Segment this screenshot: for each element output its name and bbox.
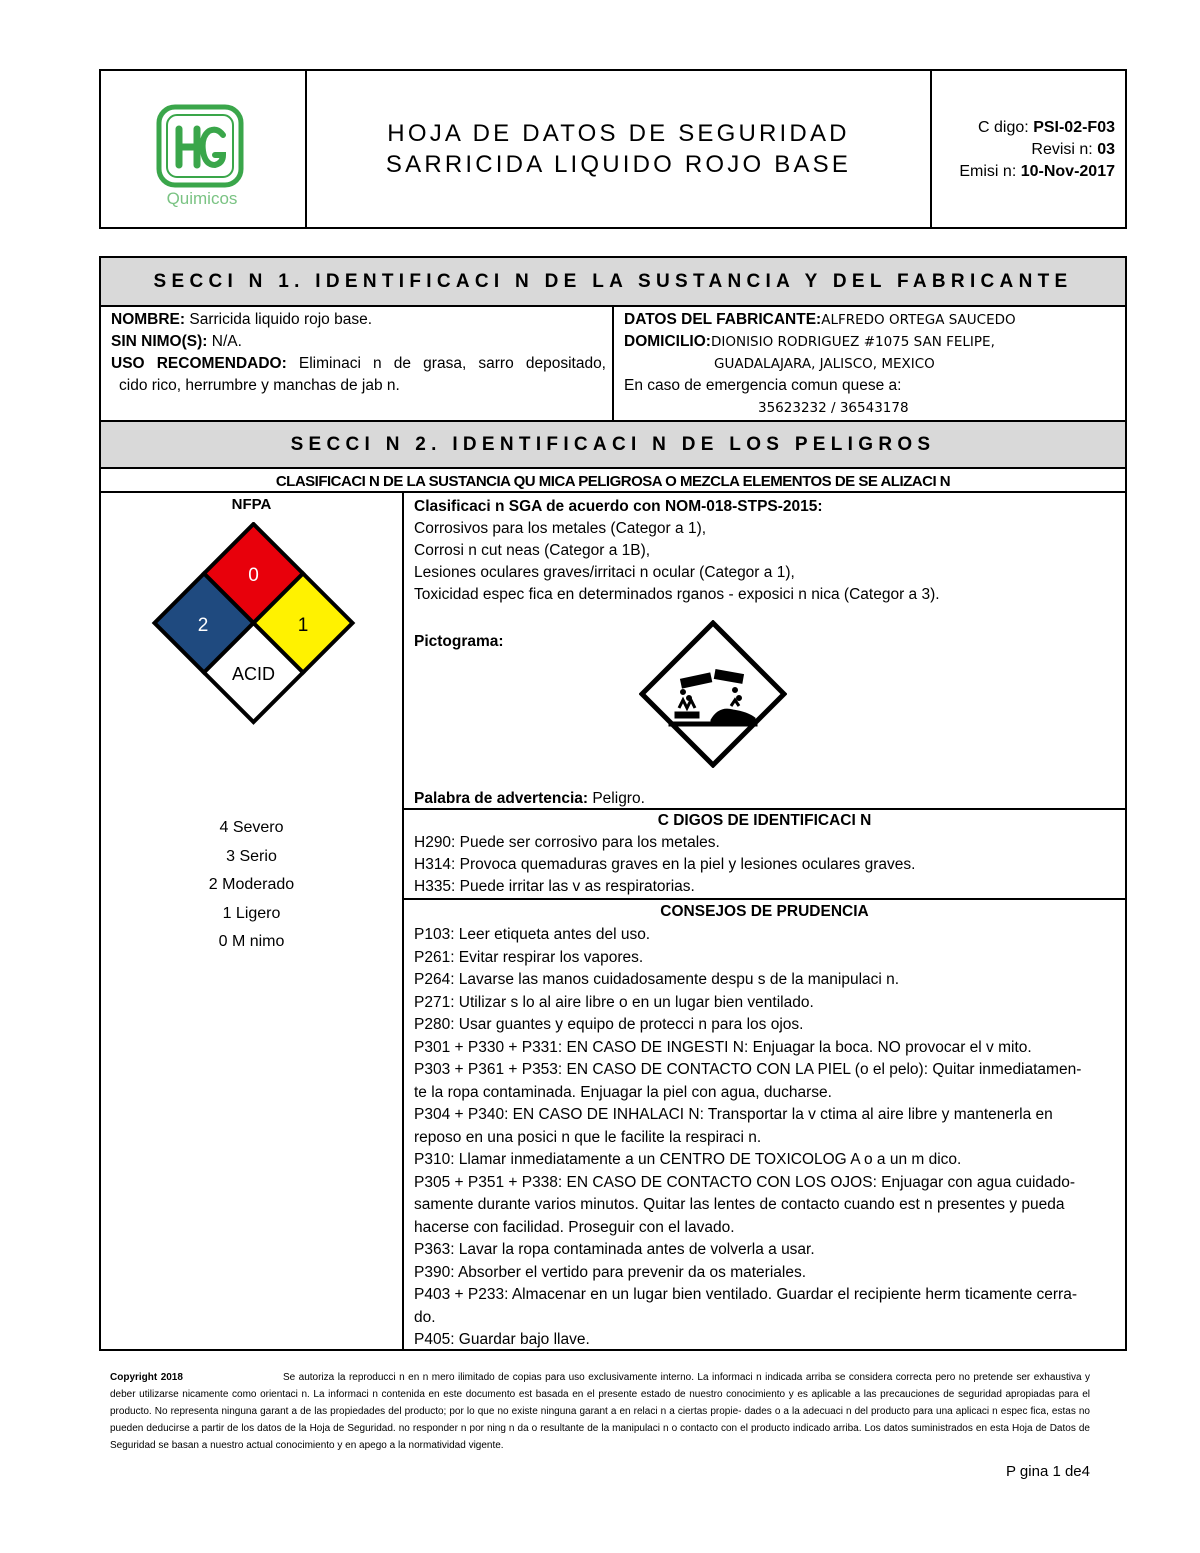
- classification-subheading: CLASIFICACI N DE LA SUSTANCIA QU MICA PELIGROSA O MEZCLA ELEMENTOS DE SE ALIZACI N: [275, 473, 951, 490]
- company-logo: [101, 71, 303, 227]
- legend-item: 2 Moderado: [208, 876, 295, 893]
- flammability-value: 0: [248, 565, 259, 586]
- precaution-line: P403 + P233: Almacenar en un lugar bien ventilado. Guardar el recipiente herm ticamente cerra-: [414, 1286, 1078, 1303]
- document-meta: [932, 71, 1125, 227]
- emergencia-row: En caso de emergencia comun quese a:: [624, 377, 902, 394]
- precaution-line: P103: Leer etiqueta antes del uso.: [414, 926, 651, 943]
- precaution-line: P405: Guardar bajo llave.: [414, 1331, 590, 1348]
- precaution-line: P310: Llamar inmediatamente a un CENTRO DE TOXICOLOG A o a un m dico.: [414, 1151, 962, 1168]
- legend-item: 1 Ligero: [222, 904, 281, 922]
- legend-item: 3 Serio: [226, 847, 277, 865]
- hazard-code: H314: Provoca quemaduras graves en la piel y lesiones oculares graves.: [414, 856, 916, 873]
- page-number: P gina 1 de4: [1006, 1463, 1090, 1480]
- precaution-line: samente durante varios minutos. Quitar las lentes de contacto cuando est n presentes y pueda: [414, 1196, 1065, 1213]
- precaution-line: P304 + P340: EN CASO DE INHALACI N: Transportar la v ctima al aire libre y mantenerla en: [414, 1106, 1053, 1123]
- copyright: Copyright 2018: [110, 1372, 183, 1383]
- precaution-line: P271: Utilizar s lo al aire libre o en un lugar bien ventilado.: [414, 993, 814, 1011]
- sga-item: Toxicidad espec fica en determinados rganos - exposici n nica (Categor a 3).: [414, 586, 940, 603]
- precaution-line: reposo en una posici n que le facilite la respiraci n.: [414, 1128, 762, 1146]
- precaution-line: P305 + P351 + P338: EN CASO DE CONTACTO CON LOS OJOS: Enjuagar con agua cuidado-: [414, 1173, 1076, 1191]
- divider: [612, 307, 614, 421]
- legend-item: 4 Severo: [219, 819, 284, 836]
- precaution-line: P261: Evitar respirar los vapores.: [414, 948, 644, 966]
- precaution-line: P280: Usar guantes y equipo de protecci n para los ojos.: [414, 1016, 804, 1033]
- product-title: SARRICIDA LIQUIDO ROJO BASE: [385, 151, 852, 178]
- health-value: 2: [197, 615, 209, 636]
- hazard-code: H290: Puede ser corrosivo para los metales.: [414, 834, 720, 851]
- fabricante-row: DATOS DEL FABRICANTE:ALFREDO ORTEGA SAUCEDO: [624, 311, 1016, 328]
- nombre-row: NOMBRE: Sarricida liquido rojo base.: [111, 311, 373, 328]
- hazard-code: H335: Puede irritar las v as respiratorias.: [414, 878, 695, 895]
- consejos-list: [414, 924, 1119, 1352]
- sga-block: [414, 496, 1119, 606]
- logo-text: Quimicos: [166, 189, 238, 208]
- divider: [101, 491, 1125, 493]
- precaution-line: P363: Lavar la ropa contaminada antes de volverla a usar.: [414, 1241, 815, 1258]
- section1-right: [624, 309, 1119, 419]
- title-cell: [307, 71, 932, 227]
- domicilio-row-2: GUADALAJARA, JALISCO, MEXICO: [714, 356, 935, 372]
- telefonos-row: 35623232 / 36543178: [758, 400, 909, 416]
- reactivity-value: 1: [297, 615, 309, 636]
- document-header: [99, 69, 1127, 229]
- codigo-row: C digo: PSI-02-F03: [978, 119, 1115, 136]
- special-value: ACID: [231, 664, 276, 684]
- precaution-line: do.: [414, 1308, 436, 1326]
- disclaimer-text: Se autoriza la reproducci n en n mero ilimitado de copias para uso exclusivamente interno. La informaci n indicada arriba se considera correcta pero no pretende ser exhaustiva y deber utilizarse nicamente como orientaci n. La informaci n contenida en este documento est basada en el presente estado de nuestro conocimiento y es aplicable a las precauciones de seguridad apropiadas para el producto. No representa ninguna garant a de las propiedades del producto; por lo que no existe ninguna garant a en relaci n a ciertas propie- dades o a la adecuaci n del producto para una aplicaci n espec fica, estas no pueden deducirse a partir de los datos de la Hoja de Seguridad. no responder n por ning n da o resultante de la manipulaci n o contacto con el producto indicado arriba. Los datos suministrados en esta Hoja de Datos de Seguridad se basan a nuestro actual conocimiento y en apego a la normatividad vigente.: [110, 1372, 1090, 1451]
- domicilio-row: DOMICILIO:DIONISIO RODRIGUEZ #1075 SAN FELIPE,: [624, 333, 995, 350]
- section1-heading: SECCI N 1. IDENTIFICACI N DE LA SUSTANCIA Y DEL FABRICANTE: [101, 258, 1125, 307]
- section1-left: [111, 309, 606, 397]
- document-title: HOJA DE DATOS DE SEGURIDAD: [387, 120, 850, 147]
- sga-item: Lesiones oculares graves/irritaci n ocular (Categor a 1),: [414, 564, 795, 581]
- section1-body: [101, 307, 1125, 421]
- precaution-line: P303 + P361 + P353: EN CASO DE CONTACTO CON LA PIEL (o el pelo): Quitar inmediatamen-: [414, 1061, 1082, 1078]
- pictograma-label: Pictograma:: [414, 633, 504, 650]
- emision-value: 10-Nov-2017: [1020, 163, 1115, 180]
- advertencia-row: Palabra de advertencia: Peligro.: [414, 790, 645, 807]
- divider: [404, 898, 1125, 900]
- sinonimos-row: SIN NIMO(S): N/A.: [111, 333, 242, 350]
- sga-item: Corrosi n cut neas (Categor a 1B),: [414, 542, 651, 559]
- revision-value: 03: [1097, 141, 1115, 158]
- sga-label: Clasificaci n SGA de acuerdo con NOM-018-STPS-2015:: [414, 498, 823, 515]
- main-frame: [99, 256, 1127, 1351]
- section2-heading: SECCI N 2. IDENTIFICACI N DE LOS PELIGROS: [101, 422, 1125, 469]
- sga-item: Corrosivos para los metales (Categor a 1),: [414, 520, 707, 537]
- emision-row: Emisi n: 10-Nov-2017: [959, 163, 1115, 180]
- precaution-line: P390: Absorber el vertido para prevenir da os materiales.: [414, 1263, 807, 1281]
- uso-row: USO RECOMENDADO: Eliminaci n de grasa, sarro depositado,: [111, 355, 606, 372]
- nfpa-legend: [101, 814, 402, 957]
- precaution-line: hacerse con facilidad. Proseguir con el lavado.: [414, 1218, 735, 1236]
- codigos-list: [414, 832, 1119, 898]
- logo-cell: [101, 71, 307, 227]
- legend-item: 0 M nimo: [218, 933, 285, 950]
- nfpa-label: NFPA: [231, 496, 272, 513]
- footer-disclaimer: [110, 1369, 1090, 1454]
- consejos-heading: CONSEJOS DE PRUDENCIA: [660, 903, 869, 920]
- codigo-value: PSI-02-F03: [1033, 119, 1115, 136]
- revision-row: Revisi n: 03: [1031, 141, 1115, 158]
- precaution-line: P264: Lavarse las manos cuidadosamente despu s de la manipulaci n.: [414, 971, 900, 988]
- precaution-line: P301 + P330 + P331: EN CASO DE INGESTI N: Enjuagar la boca. NO provocar el v mito.: [414, 1038, 1032, 1056]
- corrosion-pictogram-icon: [639, 620, 787, 768]
- nfpa-diamond: [151, 522, 356, 727]
- uso-row-2: cido rico, herrumbre y manchas de jab n.: [119, 377, 400, 394]
- precaution-line: te la ropa contaminada. Enjuagar la piel con agua, ducharse.: [414, 1083, 832, 1101]
- codigos-heading: C DIGOS DE IDENTIFICACI N: [657, 812, 872, 829]
